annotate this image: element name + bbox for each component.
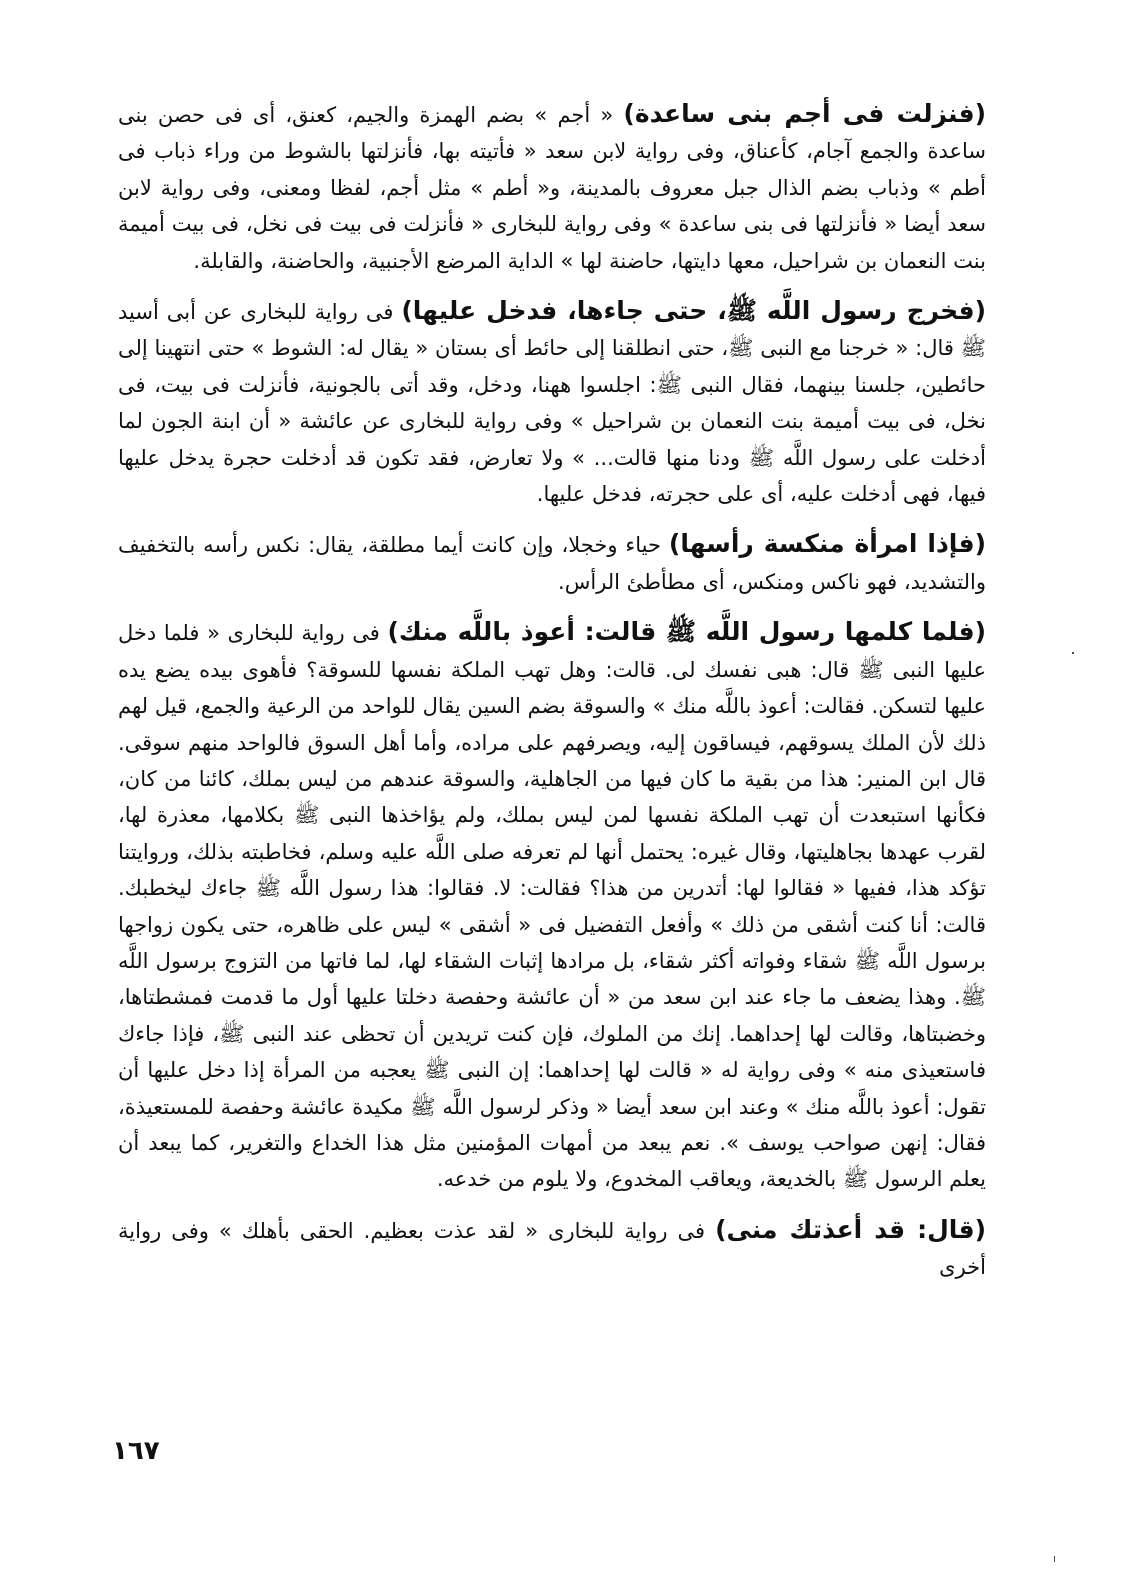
page-text bbox=[118, 96, 986, 1300]
paragraph-body: فى رواية للبخارى « لقد عذت بعظيم. الحقى بأهلك » وفى رواية أخرى bbox=[118, 1218, 986, 1280]
paragraph-5 bbox=[118, 1212, 986, 1286]
paragraph-heading: (فإذا امرأة منكسة رأسها) bbox=[668, 529, 986, 559]
paragraph-4 bbox=[118, 614, 986, 1198]
paragraph-heading: (فلما كلمها رسول اللَّه ﷺ قالت: أعوذ باللَّه منك) bbox=[387, 617, 986, 647]
paragraph-body: فى رواية للبخارى عن أبى أسيد ﷺ قال: « خرجنا مع النبى ﷺ، حتى انطلقنا إلى حائط أى بستان « يقال له: الشوط » حتى انتهينا إلى حائطين، جلسنا بينهما، فقال النبى ﷺ: اجلسوا ههنا، ودخل، وقد أتى بالجونية، فأنزلت فى بيت، فى نخل، فى بيت أميمة بنت النعمان بن شراحيل » وفى رواية للبخارى عن عائشة « أن ابنة الجون لما أدخلت على رسول اللَّه ﷺ ودنا منها قالت... » ولا تعارض، فقد تكون قد أدخلت حجرة يدخل عليها فيها، فهى أدخلت عليه، أى على حجرته، فدخل عليها. bbox=[118, 300, 986, 507]
paragraph-heading: (قال: قد أعذتك منى) bbox=[715, 1214, 986, 1244]
paragraph-heading: (فنزلت فى أجم بنى ساعدة) bbox=[623, 99, 987, 128]
paragraph-body: حياء وخجلا، وإن كانت أيما مطلقة، يقال: نكس رأسه بالتخفيف والتشديد، فهو ناكس ومنكس، أى مطأطئ الرأس. bbox=[118, 533, 986, 594]
paragraph-3 bbox=[118, 526, 986, 600]
scan-speck bbox=[1054, 1556, 1055, 1562]
paragraph-body: « أجم » بضم الهمزة والجيم، كعنق، أى فى حصن بنى ساعدة والجمع آجام، كأعناق، وفى رواية لابن سعد « فأتيته بها، فأنزلتها بالشوط من وراء ذباب فى أطم » وذباب بضم الذال جبل معروف بالمدينة، و« أطم » مثل أجم، لفظا ومعنى، وفى رواية لابن سعد أيضا « فأنزلتها فى بنى ساعدة » وفى رواية للبخارى « فأنزلت فى بيت فى نخل، فى بيت أميمة بنت النعمان بن شراحيل، معها دايتها، حاضنة لها » الداية المرضع الأجنبية، والحاضنة، والقابلة. bbox=[118, 103, 986, 273]
paragraph-body: فى رواية للبخارى « فلما دخل عليها النبى ﷺ قال: هبى نفسك لى. قالت: وهل تهب الملكة نفسها للسوقة؟ فأهوى بيده يضع يده عليها لتسكن. فقالت: أعوذ باللَّه منك » والسوقة بضم السين يقال للواحد من الرعية والجمع، قيل لهم ذلك لأن الملك يسوقهم، فيساقون إليه، ويصرفهم على مراده، وأما أهل السوق فالواحد منهم سوقى. قال ابن المنير: هذا من بقية ما كان فيها من الجاهلية، والسوقة عندهم من ليس بملك، كائنا من كان، فكأنها استبعدت أن تهب الملكة نفسها لمن ليس بملك، ولم يؤاخذها النبى ﷺ بكلامها، معذرة لها، لقرب عهدها بجاهليتها، وقال غيره: يحتمل أنها لم تعرفه صلى اللَّه عليه وسلم، فخاطبته بذلك، وروايتنا تؤكد هذا، ففيها « فقالوا لها: أتدرين من هذا؟ فقالت: لا. فقالوا: هذا رسول اللَّه ﷺ جاءك ليخطبك. قالت: أنا كنت أشقى من ذلك » وأفعل التفضيل فى « أشقى » ليس على ظاهره، حتى يكون زواجها برسول اللَّه ﷺ شقاء وفواته أكثر شقاء، بل مرادها إثبات الشقاء لها، لما فاتها من التزوج برسول اللَّه ﷺ. وهذا يضعف ما جاء عند ابن سعد من « أن عائشة وحفصة دخلتا عليها أول ما قدمت فمشطتاها، وخضبتاها، وقالت لها إحداهما. إنك من الملوك، فإن كنت تريدين أن تحظى عند النبى ﷺ، فإذا جاءك فاستعيذى منه » وفى رواية له « قالت لها إحداهما: إن النبى ﷺ يعجبه من المرأة إذا دخل عليها أن تقول: أعوذ باللَّه منك » وعند ابن سعد أيضا « وذكر لرسول اللَّه ﷺ مكيدة عائشة وحفصة للمستعيذة، فقال: إنهن صواحب يوسف ». نعم يبعد من أمهات المؤمنين مثل هذا الخداع والتغرير، كما يبعد أن يعلم الرسول ﷺ بالخديعة، ويعاقب المخدوع، ولا يلوم من خدعه. bbox=[118, 621, 986, 1192]
scan-speck bbox=[1072, 652, 1074, 654]
paragraph-1 bbox=[118, 96, 986, 279]
paragraph-2 bbox=[118, 293, 986, 512]
page-number: ١٦٧ bbox=[112, 1436, 160, 1466]
paragraph-heading: (فخرج رسول اللَّه ﷺ، حتى جاءها، فدخل عليها) bbox=[401, 296, 986, 326]
